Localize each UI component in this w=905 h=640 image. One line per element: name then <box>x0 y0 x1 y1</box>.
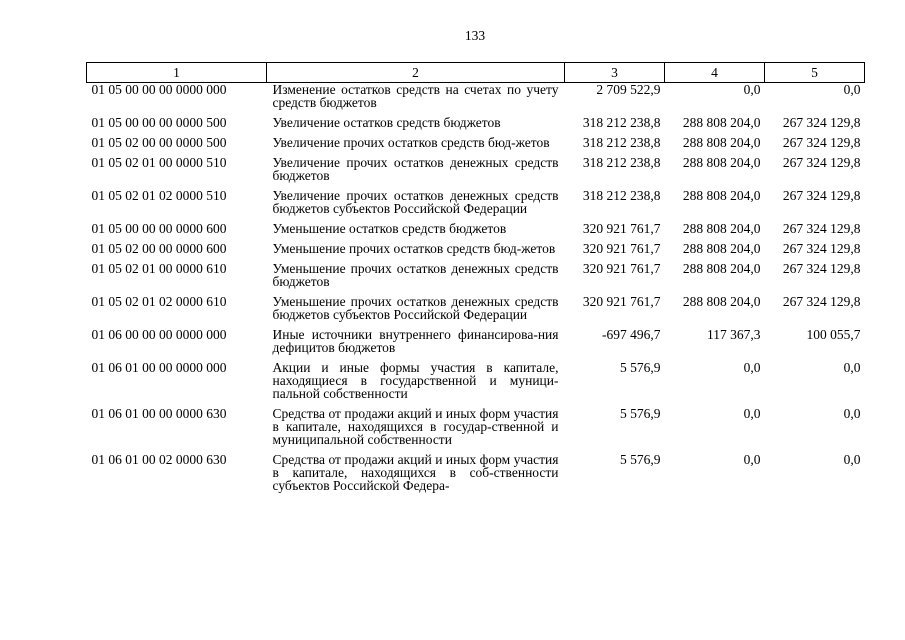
column-header-4: 4 <box>665 63 765 83</box>
budget-code: 01 06 00 00 00 0000 000 <box>91 327 227 342</box>
amount-col4: 288 808 204,0 <box>682 221 761 236</box>
column-header-3: 3 <box>565 63 665 83</box>
amount-col4: 288 808 204,0 <box>682 261 761 276</box>
budget-code: 01 05 00 00 00 0000 000 <box>91 82 227 97</box>
budget-code: 01 05 02 00 00 0000 500 <box>91 135 227 150</box>
source-name: Средства от продажи акций и иных форм участия в капитале, находящихся в государ-ственной и муниципальной собственности <box>272 406 559 447</box>
table-row <box>87 242 865 262</box>
amount-col4: 288 808 204,0 <box>682 115 761 130</box>
amount-col3: 318 212 238,8 <box>582 135 661 150</box>
table-row <box>87 361 865 407</box>
amount-col5: 267 324 129,8 <box>782 188 861 203</box>
table-row <box>87 407 865 453</box>
amount-col3: 5 576,9 <box>620 360 661 375</box>
budget-code: 01 06 01 00 00 0000 630 <box>91 406 227 421</box>
table-header <box>87 63 865 83</box>
budget-code: 01 05 02 01 02 0000 610 <box>91 294 227 309</box>
amount-col4: 288 808 204,0 <box>682 155 761 170</box>
source-name: Акции и иные формы участия в капитале, находящиеся в государственной и муници-пальной собственности <box>272 360 559 401</box>
amount-col4: 0,0 <box>743 452 761 467</box>
column-header-5: 5 <box>765 63 865 83</box>
table-row <box>87 328 865 361</box>
amount-col3: 320 921 761,7 <box>582 261 661 276</box>
source-name: Увеличение прочих остатков денежных средств бюджетов <box>272 155 559 183</box>
amount-col4: 0,0 <box>743 82 761 97</box>
source-name: Иные источники внутреннего финансирова-ния дефицитов бюджетов <box>272 327 559 355</box>
budget-sources-table <box>86 62 865 499</box>
table-row <box>87 116 865 136</box>
table-row <box>87 453 865 499</box>
source-name: Увеличение остатков средств бюджетов <box>272 115 501 130</box>
table-body <box>87 83 865 500</box>
amount-col5: 0,0 <box>843 82 861 97</box>
amount-col3: 5 576,9 <box>620 452 661 467</box>
budget-code: 01 05 02 00 00 0000 600 <box>91 241 227 256</box>
amount-col3: 318 212 238,8 <box>582 155 661 170</box>
source-name: Изменение остатков средств на счетах по учету средств бюджетов <box>272 82 559 110</box>
table-row <box>87 262 865 295</box>
amount-col4: 0,0 <box>743 406 761 421</box>
amount-col5: 267 324 129,8 <box>782 155 861 170</box>
amount-col4: 0,0 <box>743 360 761 375</box>
amount-col3: 320 921 761,7 <box>582 221 661 236</box>
amount-col3: 318 212 238,8 <box>582 115 661 130</box>
amount-col5: 267 324 129,8 <box>782 294 861 309</box>
amount-col5: 0,0 <box>843 360 861 375</box>
amount-col4: 288 808 204,0 <box>682 241 761 256</box>
amount-col3: 320 921 761,7 <box>582 241 661 256</box>
source-name: Уменьшение прочих остатков денежных средств бюджетов <box>272 261 559 289</box>
amount-col3: 5 576,9 <box>620 406 661 421</box>
budget-code: 01 05 02 01 02 0000 510 <box>91 188 227 203</box>
budget-code: 01 05 02 01 00 0000 610 <box>91 261 227 276</box>
header-row <box>87 63 865 83</box>
source-name: Увеличение прочих остатков средств бюд-жетов <box>272 135 550 150</box>
budget-code: 01 06 01 00 00 0000 000 <box>91 360 227 375</box>
amount-col5: 100 055,7 <box>806 327 861 342</box>
budget-code: 01 05 02 01 00 0000 510 <box>91 155 227 170</box>
table-row <box>87 83 865 117</box>
amount-col3: -697 496,7 <box>602 327 661 342</box>
source-name: Средства от продажи акций и иных форм участия в капитале, находящихся в соб-ственности субъектов Российской Федера- <box>272 452 559 493</box>
amount-col5: 0,0 <box>843 452 861 467</box>
amount-col4: 117 367,3 <box>707 327 761 342</box>
amount-col5: 267 324 129,8 <box>782 241 861 256</box>
budget-code: 01 05 00 00 00 0000 500 <box>91 115 227 130</box>
amount-col5: 267 324 129,8 <box>782 261 861 276</box>
column-header-1: 1 <box>87 63 267 83</box>
amount-col4: 288 808 204,0 <box>682 135 761 150</box>
budget-code: 01 05 00 00 00 0000 600 <box>91 221 227 236</box>
amount-col3: 320 921 761,7 <box>582 294 661 309</box>
table-row <box>87 189 865 222</box>
amount-col5: 267 324 129,8 <box>782 135 861 150</box>
amount-col3: 2 709 522,9 <box>596 82 661 97</box>
amount-col4: 288 808 204,0 <box>682 294 761 309</box>
table-row <box>87 136 865 156</box>
table-row <box>87 156 865 189</box>
table-row <box>87 222 865 242</box>
budget-code: 01 06 01 00 02 0000 630 <box>91 452 227 467</box>
source-name: Уменьшение прочих остатков денежных средств бюджетов субъектов Российской Федерации <box>272 294 559 322</box>
amount-col4: 288 808 204,0 <box>682 188 761 203</box>
source-name: Уменьшение остатков средств бюджетов <box>272 221 507 236</box>
column-header-2: 2 <box>267 63 565 83</box>
amount-col3: 318 212 238,8 <box>582 188 661 203</box>
amount-col5: 0,0 <box>843 406 861 421</box>
source-name: Уменьшение прочих остатков средств бюд-жетов <box>272 241 556 256</box>
amount-col5: 267 324 129,8 <box>782 221 861 236</box>
amount-col5: 267 324 129,8 <box>782 115 861 130</box>
page-number: 133 <box>464 28 486 43</box>
source-name: Увеличение прочих остатков денежных средств бюджетов субъектов Российской Федерации <box>272 188 559 216</box>
table-row <box>87 295 865 328</box>
